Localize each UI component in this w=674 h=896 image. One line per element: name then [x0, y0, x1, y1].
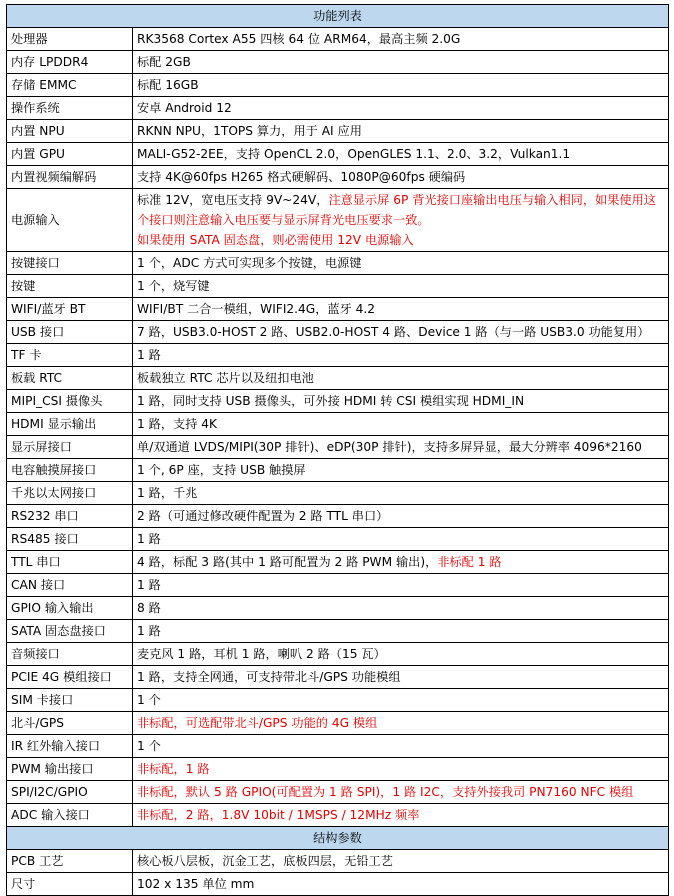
row-label: 电源输入: [7, 189, 133, 252]
row-label: RS232 串口: [7, 505, 133, 528]
table-row: [7, 597, 669, 620]
row-value-text: 102 x 135 单位 mm: [137, 877, 255, 891]
row-value-text: 标配 2GB: [137, 55, 191, 69]
row-value: [133, 643, 669, 666]
row-value: [133, 367, 669, 390]
row-label: PWM 输出接口: [7, 758, 133, 781]
row-value-text: 8 路: [137, 601, 161, 615]
row-value-text: 1 个: [137, 739, 161, 753]
table-row: [7, 390, 669, 413]
row-value: [133, 873, 669, 896]
section-title: 结构参数: [7, 827, 669, 850]
row-value: [133, 459, 669, 482]
section-header-row: [7, 827, 669, 850]
row-value: [133, 482, 669, 505]
row-value-text: MALI-G52-2EE，支持 OpenCL 2.0，OpenGLES 1.1、2.0、3.2，Vulkan1.1: [137, 147, 571, 161]
table-row: [7, 620, 669, 643]
row-label: CAN 接口: [7, 574, 133, 597]
row-value-text: 1 路: [137, 624, 161, 638]
row-value-text: 1 个，ADC 方式可实现多个按键，电源键: [137, 256, 362, 270]
row-label: PCB 工艺: [7, 850, 133, 873]
row-label: ADC 输入接口: [7, 804, 133, 827]
table-row: [7, 804, 669, 827]
row-value-note: 注意显示屏 6P 背光接口座输出电压与输入相同，如果使用这个接口则注意输入电压要与显示屏背光电压要求一致。: [137, 193, 656, 227]
row-value-text: 1 路，同时支持 USB 摄像头，可外接 HDMI 转 CSI 模组实现 HDMI_IN: [137, 394, 525, 408]
table-row: [7, 344, 669, 367]
row-value-text: 4 路，标配 3 路(其中 1 路可配置为 2 路 PWM 输出)，: [137, 555, 438, 569]
table-row: [7, 143, 669, 166]
row-value: [133, 712, 669, 735]
row-value-text: 1 路，支持全网通，可支持带北斗/GPS 功能模组: [137, 670, 401, 684]
table-row: [7, 505, 669, 528]
row-value: [133, 850, 669, 873]
row-value-text: 标配 16GB: [137, 78, 199, 92]
table-row: [7, 51, 669, 74]
row-value-note: 非标配，默认 5 路 GPIO(可配置为 1 路 SPI)，1 路 I2C，支持外接我司 PN7160 NFC 模组: [137, 785, 634, 799]
row-label: SATA 固态盘接口: [7, 620, 133, 643]
row-value-text: 支持 4K@60fps H265 格式硬解码、1080P@60fps 硬编码: [137, 170, 466, 184]
row-value-text: WIFI/BT 二合一模组，WIFI2.4G，蓝牙 4.2: [137, 302, 376, 316]
row-label: SIM 卡接口: [7, 689, 133, 712]
row-label: HDMI 显示输出: [7, 413, 133, 436]
table-row: [7, 459, 669, 482]
row-value: [133, 344, 669, 367]
spec-table-body: [7, 5, 669, 896]
table-row: [7, 28, 669, 51]
row-value-text: 麦克风 1 路，耳机 1 路，喇叭 2 路（15 瓦）: [137, 647, 386, 661]
row-label: TTL 串口: [7, 551, 133, 574]
row-value-text: RKNN NPU，1TOPS 算力，用于 AI 应用: [137, 124, 362, 138]
row-value: [133, 390, 669, 413]
row-value-text: 1 路: [137, 532, 161, 546]
table-row: [7, 551, 669, 574]
table-row: [7, 689, 669, 712]
row-value-text: 核心板八层板，沉金工艺，底板四层，无铅工艺: [137, 854, 393, 868]
table-row: [7, 482, 669, 505]
row-label: WIFI/蓝牙 BT: [7, 298, 133, 321]
row-value-text: 1 路，支持 4K: [137, 417, 217, 431]
row-value: [133, 758, 669, 781]
table-row: [7, 666, 669, 689]
table-row: [7, 275, 669, 298]
row-value: [133, 74, 669, 97]
row-value: [133, 620, 669, 643]
row-value: [133, 505, 669, 528]
table-row: [7, 298, 669, 321]
row-value-note: 非标配，1 路: [137, 762, 210, 776]
row-label: 板载 RTC: [7, 367, 133, 390]
row-value: [133, 528, 669, 551]
table-row: [7, 850, 669, 873]
row-label: 内置 GPU: [7, 143, 133, 166]
row-value-text: 1 个，烧写键: [137, 279, 210, 293]
row-value: [133, 781, 669, 804]
table-row: [7, 367, 669, 390]
row-label: 内置视频编解码: [7, 166, 133, 189]
row-value: [133, 189, 669, 252]
row-value: [133, 298, 669, 321]
row-label: 按键接口: [7, 252, 133, 275]
table-row: [7, 528, 669, 551]
row-value-note: 非标配 1 路: [437, 555, 502, 569]
row-label: 内存 LPDDR4: [7, 51, 133, 74]
row-value-text: 板载独立 RTC 芯片以及纽扣电池: [137, 371, 314, 385]
row-value: [133, 574, 669, 597]
row-label: 内置 NPU: [7, 120, 133, 143]
row-label: RS485 接口: [7, 528, 133, 551]
row-label: USB 接口: [7, 321, 133, 344]
table-row: [7, 735, 669, 758]
row-value-text: 1 路: [137, 348, 161, 362]
row-label: 电容触摸屏接口: [7, 459, 133, 482]
row-value-text: 1 个: [137, 693, 161, 707]
row-value: [133, 597, 669, 620]
row-value-text: 1 个, 6P 座，支持 USB 触摸屏: [137, 463, 306, 477]
row-value: [133, 666, 669, 689]
table-row: [7, 436, 669, 459]
row-label: IR 红外输入接口: [7, 735, 133, 758]
row-value: [133, 28, 669, 51]
row-value-text: 7 路，USB3.0-HOST 2 路、USB2.0-HOST 4 路、Device 1 路（与一路 USB3.0 功能复用）: [137, 325, 650, 339]
table-row: [7, 74, 669, 97]
row-value: [133, 51, 669, 74]
table-row: [7, 97, 669, 120]
table-row: [7, 321, 669, 344]
row-value: [133, 804, 669, 827]
section-title: 功能列表: [7, 5, 669, 28]
table-row: [7, 758, 669, 781]
row-value: [133, 120, 669, 143]
row-label: 按键: [7, 275, 133, 298]
row-label: 存储 EMMC: [7, 74, 133, 97]
section-header-row: [7, 5, 669, 28]
table-row: [7, 189, 669, 252]
table-row: [7, 252, 669, 275]
table-row: [7, 873, 669, 896]
row-label: 北斗/GPS: [7, 712, 133, 735]
row-value: [133, 166, 669, 189]
row-label: SPI/I2C/GPIO: [7, 781, 133, 804]
table-row: [7, 781, 669, 804]
row-value: [133, 735, 669, 758]
row-value-text: 2 路（可通过修改硬件配置为 2 路 TTL 串口）: [137, 509, 389, 523]
row-value: [133, 143, 669, 166]
row-value: [133, 321, 669, 344]
table-row: [7, 712, 669, 735]
row-value-note: 非标配，2 路，1.8V 10bit / 1MSPS / 12MHz 频率: [137, 808, 420, 822]
table-row: [7, 643, 669, 666]
row-label: 处理器: [7, 28, 133, 51]
row-value-text: RK3568 Cortex A55 四核 64 位 ARM64，最高主频 2.0G: [137, 32, 461, 46]
row-label: 操作系统: [7, 97, 133, 120]
table-row: [7, 574, 669, 597]
row-value: [133, 436, 669, 459]
row-label: 显示屏接口: [7, 436, 133, 459]
row-label: 尺寸: [7, 873, 133, 896]
row-label: MIPI_CSI 摄像头: [7, 390, 133, 413]
row-value-text: 1 路: [137, 578, 161, 592]
table-row: [7, 120, 669, 143]
row-label: GPIO 输入输出: [7, 597, 133, 620]
row-value: [133, 551, 669, 574]
row-value-text: 1 路，千兆: [137, 486, 198, 500]
row-value-note: 非标配，可选配带北斗/GPS 功能的 4G 模组: [137, 716, 378, 730]
row-value: [133, 275, 669, 298]
row-label: PCIE 4G 模组接口: [7, 666, 133, 689]
table-row: [7, 166, 669, 189]
row-value-text: 单/双通道 LVDS/MIPI(30P 排针)、eDP(30P 排针)，支持多屏异显，最大分辨率 4096*2160: [137, 440, 642, 454]
row-value: [133, 689, 669, 712]
row-value-note: 如果使用 SATA 固态盘，则必需使用 12V 电源输入: [137, 233, 414, 247]
row-label: 千兆以太网接口: [7, 482, 133, 505]
row-value-text: 安卓 Android 12: [137, 101, 232, 115]
row-value: [133, 413, 669, 436]
row-value-text: 标准 12V，宽电压支持 9V~24V，: [137, 193, 329, 207]
row-value: [133, 252, 669, 275]
spec-table: [6, 4, 669, 896]
row-value: [133, 97, 669, 120]
row-label: TF 卡: [7, 344, 133, 367]
table-row: [7, 413, 669, 436]
row-label: 音频接口: [7, 643, 133, 666]
